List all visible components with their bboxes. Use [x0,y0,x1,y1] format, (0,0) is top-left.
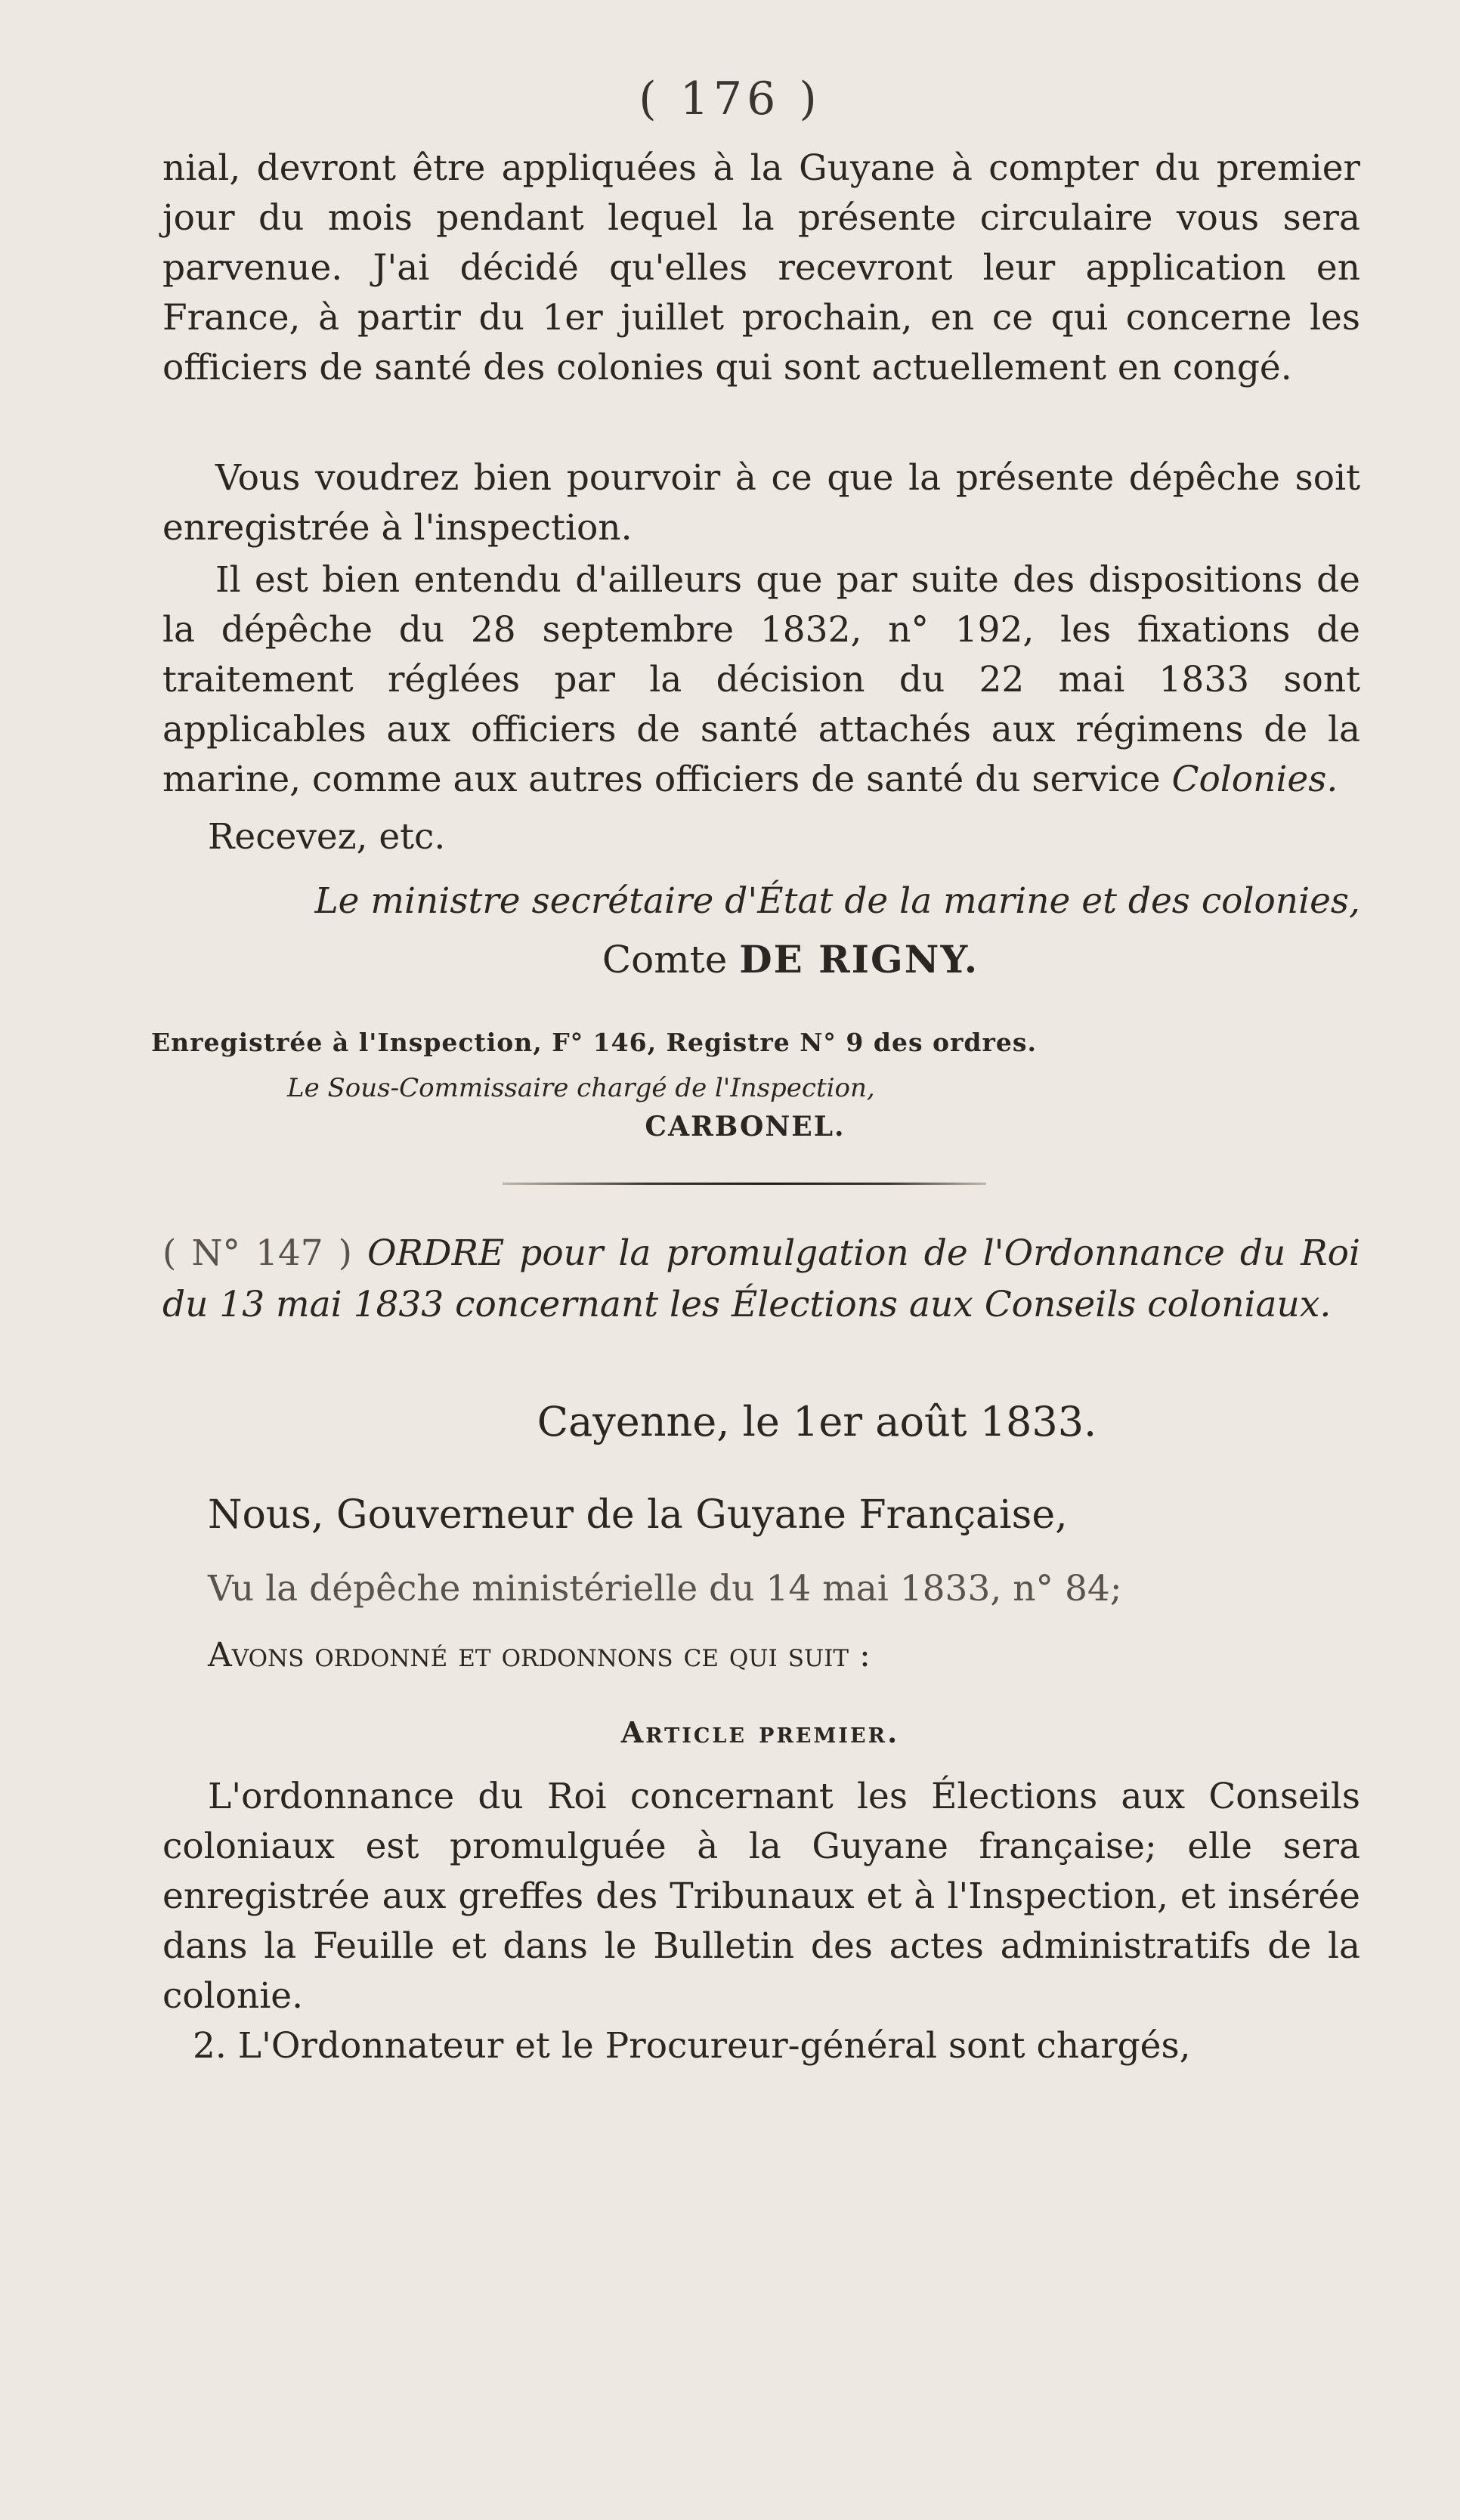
paragraph-salary-text: Il est bien entendu d'ailleurs que par suite des dispositions de la dépêche du 28 septembre 1832, n° 192, les fixations de traitement réglées par la décision du 22 mai 1833 sont applicables aux officiers de santé attachés aux régimens de la marine, comme aux autres officiers de santé du service [162,559,1360,800]
section-divider [503,1183,986,1185]
ordre-heading [162,1228,1360,1331]
minister-title: Le ministre secrétaire d'État de la marine et des colonies, [314,880,1360,922]
paragraph-registration-request: Vous voudrez bien pourvoir à ce que la présente dépêche soit enregistrée à l'inspection. [162,457,1360,549]
article-1-text: L'ordonnance du Roi concernant les Élections aux Conseils coloniaux est promulguée à la Guyane française; elle sera enregistrée aux greffes des Tribunaux et à l'Inspection, et insérée dans la Feuille et dans le Bulletin des actes administratifs de la colonie. [162,1776,1360,2017]
registration-line: Enregistrée à l'Inspection, F° 146, Registre N° 9 des ordres. [151,1028,1037,1057]
closing-formula: Recevez, etc. [208,816,446,858]
paragraph-continuation: nial, devront être appliquées à la Guyane à compter du premier jour du mois pendant lequel la présente circulaire vous sera parvenue. J'ai décidé qu'elles recevront leur application en France, à partir du 1er juillet prochain, en ce qui concerne les officiers de santé des colonies qui sont actuellement en congé. [162,147,1360,388]
avons-clause: Avons ordonné et ordonnons ce qui suit : [208,1636,871,1674]
signature-line [0,937,1460,982]
article-2-text: 2. L'Ordonnateur et le Procureur-général sont chargés, [193,2025,1191,2067]
signer-prefix: Comte [602,938,728,982]
vu-clause: Vu la dépêche ministérielle du 14 mai 1833, n° 84; [208,1568,1122,1609]
colonies-italic: Colonies. [1171,759,1338,800]
paragraph-salary-provisions [162,555,1360,805]
ordre-title: ORDRE pour la promulgation de l'Ordonnance du Roi du 13 mai 1833 concernant les Élections aux Conseils coloniaux. [162,1232,1360,1325]
page-number: ( 176 ) [639,73,821,125]
sous-commissaire-name: CARBONEL. [645,1111,846,1143]
place-date: Cayenne, le 1er août 1833. [537,1398,1097,1446]
sous-commissaire-title: Le Sous-Commissaire chargé de l'Inspection, [287,1073,875,1103]
ordre-number: ( N° 147 ) [162,1232,352,1274]
signer-name: DE RIGNY. [739,937,979,982]
article-heading: Article premier. [620,1715,900,1749]
governor-preamble: Nous, Gouverneur de la Guyane Française, [208,1492,1068,1538]
